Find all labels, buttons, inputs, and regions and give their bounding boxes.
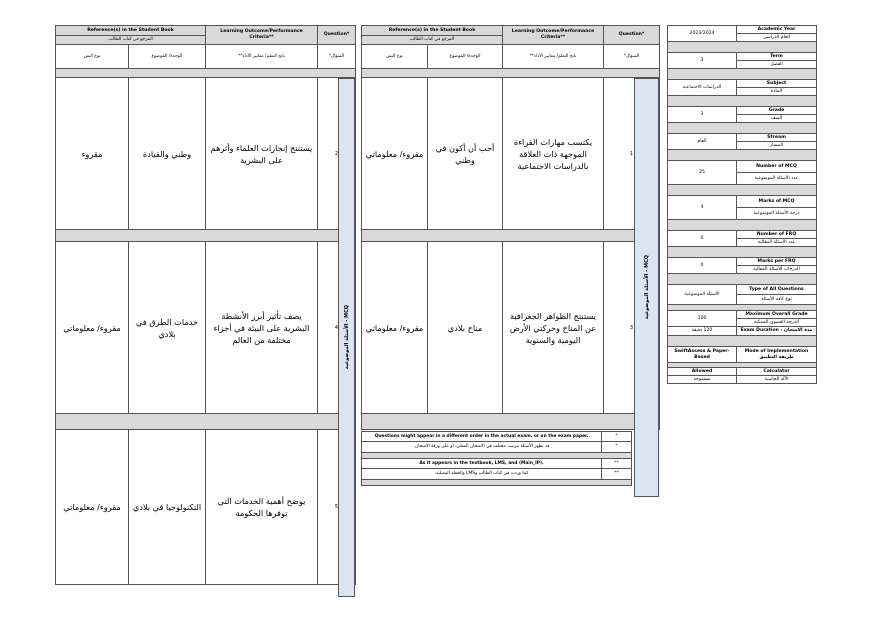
max-grade-label-ar: الدرجة القصوى الممكنة [737, 319, 817, 327]
separator [56, 414, 356, 430]
reference-header-ar: المرجع في كتاب الطالب [56, 36, 206, 45]
unit-cell: خدمات الطرق في بلادي [129, 242, 206, 414]
text-type-cell: مقروء/ معلوماتي [362, 242, 428, 414]
question-header: Question* [318, 26, 356, 45]
question-header-ar: السؤال* [604, 45, 660, 69]
separator [668, 220, 817, 231]
outcome-header: Learning Outcome/Performance Criteria** [206, 26, 318, 45]
text-type-header: نوع النص [362, 45, 428, 69]
frq-count-label: Number of FRQ [737, 231, 817, 239]
grade-label-ar: الصف [737, 115, 817, 123]
mcq-marks-value: 4 [668, 196, 737, 220]
mcq-label: MCQ - الأسئلة الموضوعية [343, 305, 350, 370]
unit-cell: وطني والقيادة [129, 78, 206, 230]
grade-value: 3 [668, 107, 737, 123]
separator [668, 96, 817, 107]
academic-year-label: Academic Year [737, 26, 817, 34]
note-ar: قد تظهر الأسئلة بترتيب مختلف في الامتحان الفعلي، أو على ورقة الامتحان. [362, 442, 602, 453]
question-number: 5 [318, 430, 356, 585]
mcq-marks-label-ar: درجة الأسئلة الموضوعية [737, 208, 817, 220]
mcq-side-strip-middle [634, 78, 659, 497]
mode-label [737, 347, 817, 363]
outcome-header-ar: ناتج التعلم/ معايير الأداء** [206, 45, 318, 69]
separator [56, 69, 356, 78]
separator [668, 123, 817, 134]
outcome-cell: يستنتج إنجازات العلماء وأثرهم على البشرية [206, 78, 318, 230]
mcq-side-strip-left [338, 78, 355, 597]
separator [668, 42, 817, 53]
question-number: 3 [604, 242, 660, 414]
middle-question-panel [361, 25, 659, 497]
text-type-cell: مقروء/ معلوماتي [56, 242, 129, 414]
subject-label-ar: المادة [737, 88, 817, 96]
separator [362, 69, 660, 78]
text-type-cell: مقروء/ معلوماتي [56, 430, 129, 585]
duration-value: 120 دقيقة [668, 327, 737, 336]
stream-label-ar: المسار [737, 142, 817, 150]
subject-label: Subject [737, 80, 817, 88]
separator [362, 480, 632, 486]
separator [668, 69, 817, 80]
outcome-cell: يستنتج الظواهر الجغرافية عن المناخ وحركتي الأرض اليومية والسنوية [503, 242, 604, 414]
separator [668, 185, 817, 196]
frq-marks-label-ar: الدرجات للأسئلة المقالية [737, 266, 817, 274]
note-en: As it appears in the textbook, LMS, and (Main_IP). [362, 459, 602, 469]
term-label: Term [737, 53, 817, 61]
mcq-marks-label: Marks of MCQ [737, 196, 817, 208]
question-type-label-ar: نوع كافة الأسئلة [737, 295, 817, 305]
reference-header: Reference(s) in the Student Book [56, 26, 206, 36]
mcq-count-label: Number of MCQ [737, 161, 817, 173]
outcome-header: Learning Outcome/Performance Criteria** [503, 26, 604, 45]
mode-value: SwiftAssess & Paper-Based [668, 347, 737, 363]
separator [668, 247, 817, 258]
max-grade-label: Maximum Overall Grade [737, 311, 817, 319]
unit-topic-header: الوحدة/ الموضوع [129, 45, 206, 69]
question-header-ar: السؤال* [318, 45, 356, 69]
question-type-label: Type of All Questions [737, 285, 817, 295]
exam-info-panel [667, 25, 816, 384]
note-mark: ** [602, 469, 632, 480]
reference-header-ar: المرجع في كتاب الطالب [362, 36, 503, 45]
text-type-cell: مقروء/ معلوماتي [362, 78, 428, 230]
text-type-header: نوع النص [56, 45, 129, 69]
grade-label: Grade [737, 107, 817, 115]
table-row [362, 242, 660, 414]
unit-cell: التكنولوجيا في بلادي [129, 430, 206, 585]
note-mark: * [602, 442, 632, 453]
question-type-value: الأسئلة الموضوعية [668, 285, 737, 305]
table-row [56, 242, 356, 414]
note-ar: كما وردت في كتاب الطالب وLMS والخطة الفصلية. [362, 469, 602, 480]
term-value: 3 [668, 53, 737, 69]
left-question-panel [55, 25, 355, 597]
mode-label-en: Mode of Implementation [744, 348, 809, 354]
question-number: 1 [604, 78, 660, 230]
separator [668, 336, 817, 347]
separator [668, 274, 817, 285]
mcq-count-label-ar: عدد الأسئلة الموضوعية [737, 173, 817, 185]
academic-year-label-ar: العام الدراسي [737, 34, 817, 42]
frq-count-label-ar: عدد الأسئلة المقالية [737, 239, 817, 247]
calculator-label: Calculator [737, 368, 817, 376]
mcq-label: MCQ - الأسئلة الموضوعية [643, 255, 650, 320]
text-type-cell: مقروء [56, 78, 129, 230]
note-mark: ** [602, 459, 632, 469]
note-en: Questions might appear in a different order in the actual exam, or on the exam paper. [362, 432, 602, 442]
reference-header: Reference(s) in the Student Book [362, 26, 503, 36]
calculator-value-ar: مسموحة [668, 376, 737, 384]
separator [668, 150, 817, 161]
separator [56, 230, 356, 242]
stream-value: العام [668, 134, 737, 150]
calculator-label-ar: الآلة الحاسبة [737, 376, 817, 384]
unit-cell: مناخ بلادي [428, 242, 503, 414]
mode-label-ar: طريقة التطبيق [759, 354, 794, 360]
separator [362, 230, 660, 242]
outcome-header-ar: ناتج التعلم/ معايير الأداء** [503, 45, 604, 69]
frq-marks-value: 0 [668, 258, 737, 274]
separator [362, 414, 660, 430]
question-number: 2 [318, 78, 356, 230]
left-table [55, 25, 356, 585]
academic-year-value: 2023/2024 [668, 26, 737, 42]
duration-label: Exam Duration - مدة الامتحان [737, 327, 817, 336]
middle-table [361, 25, 660, 430]
stream-label: Stream [737, 134, 817, 142]
table-row [362, 78, 660, 230]
unit-cell: أحب أن أكون في وطني [428, 78, 503, 230]
calculator-value: Allowed [668, 368, 737, 376]
table-row [56, 430, 356, 585]
notes-table [361, 431, 632, 486]
info-table [667, 25, 817, 384]
mcq-count-value: 25 [668, 161, 737, 185]
note-mark: * [602, 432, 632, 442]
max-grade-value: 100 [668, 311, 737, 327]
outcome-cell: يكتسب مهارات القراءة الموجهة ذات العلاقة بالدراسات الاجتماعية [503, 78, 604, 230]
subject-value: الدراسات الاجتماعية [668, 80, 737, 96]
frq-marks-label: Marks per FRQ [737, 258, 817, 266]
question-header: Question* [604, 26, 660, 45]
table-row [56, 78, 356, 230]
question-number: 4 [318, 242, 356, 414]
frq-count-value: 0 [668, 231, 737, 247]
unit-topic-header: الوحدة/ الموضوع [428, 45, 503, 69]
term-label-ar: الفصل [737, 61, 817, 69]
outcome-cell: يصف تأثير أبرز الأنشطة البشرية على البيئة في أجزاء مختلفة من العالم [206, 242, 318, 414]
outcome-cell: يوضح أهمية الخدمات التي توفرها الحكومة [206, 430, 318, 585]
